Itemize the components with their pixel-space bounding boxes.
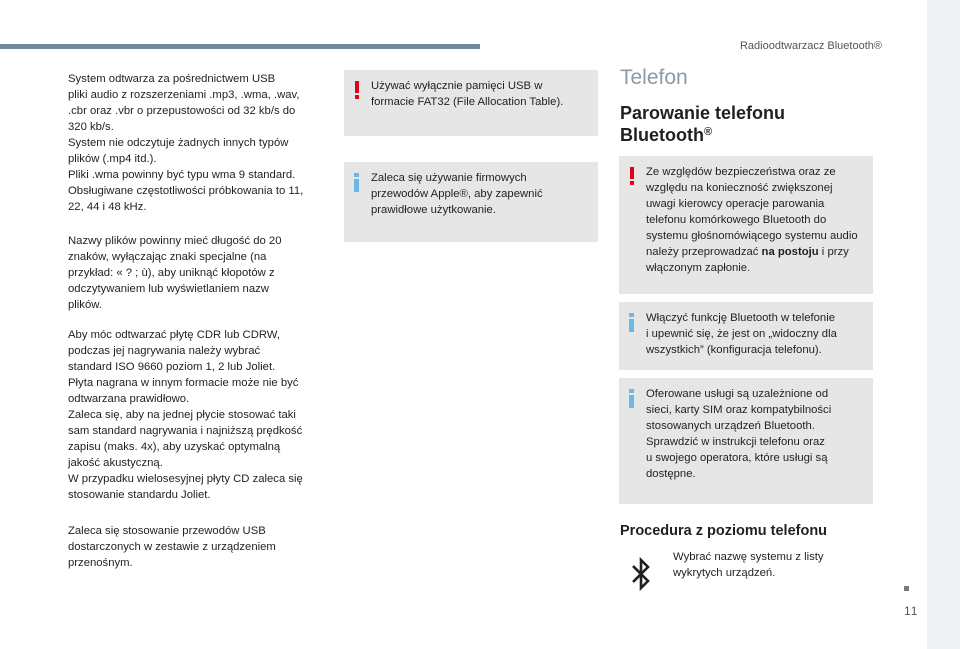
pairing-safety-warning-note <box>619 156 873 294</box>
safety-warning-text <box>646 164 865 276</box>
chapter-title: Radioodtwarzacz Bluetooth® <box>739 40 882 52</box>
info-icon <box>350 172 364 192</box>
exclamation-icon <box>350 80 364 100</box>
page-dot-marker <box>904 586 909 591</box>
warning-text-bold: na postoju <box>761 246 819 258</box>
subsection-title <box>620 104 850 145</box>
section-title: Telefon <box>620 66 688 89</box>
apple-cables-info-note <box>344 162 598 242</box>
warning-text: Używać wyłącznie pamięci USB w formacie FAT32 (File Allocation Table). <box>371 80 564 108</box>
procedure-step-text: Wybrać nazwę systemu z listy wykrytych urządzeń. <box>673 551 824 579</box>
procedure-title: Procedura z poziomu telefonu <box>620 523 828 539</box>
services-info-note <box>619 378 873 504</box>
file-names-paragraph: Nazwy plików powinny mieć długość do 20 znaków, wyłączając znaki specjalne (na przykład: « ? ; ù), aby uniknąć kłopotów z odczytywaniem lub wyświetlaniem nazw plików. <box>68 235 282 311</box>
page-number: 11 <box>904 604 919 618</box>
info-text: Zaleca się używanie firmowych przewodów Apple®, aby zapewnić prawidłowe użytkowanie. <box>371 172 543 216</box>
registered-mark: ® <box>703 126 713 138</box>
usb-cables-paragraph: Zaleca się stosowanie przewodów USB dostarczonych w zestawie z urządzeniem przenośnym. <box>68 525 276 569</box>
warning-text-part-2: i przy włączonym zapłonie. <box>646 246 849 274</box>
subtitle-line-1: Parowanie telefonu <box>620 103 786 123</box>
left-column <box>68 71 330 571</box>
exclamation-icon <box>625 166 639 186</box>
info-text: Włączyć funkcję Bluetooth w telefonie i upewnić się, że jest on „widoczny dla wszystkich” (konfiguracja telefonu). <box>646 312 837 356</box>
header-bar <box>0 44 480 49</box>
subtitle-line-2: Bluetooth <box>620 125 704 145</box>
usb-fat32-warning-note <box>344 70 598 136</box>
info-icon <box>625 388 639 408</box>
page-side-strip <box>927 0 960 649</box>
bluetooth-icon <box>627 556 655 592</box>
info-text: Oferowane usługi są uzależnione od sieci, karty SIM oraz kompatybilności stosowanych urządzeń Bluetooth. Sprawdzić w instrukcji telefonu oraz u swojego operatora, które usługi są dostępne. <box>646 388 832 480</box>
enable-bluetooth-info-note <box>619 302 873 370</box>
warning-text-part-1: Ze względów bezpieczeństwa oraz ze względu na konieczność zwiększonej uwagi kierowcy operacje parowania telefonu komórkowego Bluetooth do systemu głośnomówiącego systemu audio należy przeprowadzać <box>646 166 858 258</box>
usb-formats-paragraph: System odtwarza za pośrednictwem USB pliki audio z rozszerzeniami .mp3, .wma, .wav, .cbr oraz .vbr o przepustowości od 32 kb/s do 320 kb/s. System nie odczytuje żadnych innych typów plików (.mp4 itd.). Pliki .wma powinny być typu wma 9 standard. Obsługiwane częstotliwości próbkowania to 11, 22, 44 i 48 kHz. <box>68 73 304 213</box>
info-icon <box>625 312 639 332</box>
cd-burning-paragraph: Aby móc odtwarzać płytę CDR lub CDRW, podczas jej nagrywania należy wybrać standard ISO 9660 poziom 1, 2 lub Joliet. Płyta nagrana w innym formacie może nie być odtwarzana prawidłowo. Zaleca się, aby na jednej płycie stosować taki sam standard nagrywania i najniższą prędkość zapisu (maks. 4x), aby uzyskać optymalną jakość akustyczną. W przypadku wielosesyjnej płyty CD zaleca się stosowanie standardu Joliet. <box>68 329 303 501</box>
